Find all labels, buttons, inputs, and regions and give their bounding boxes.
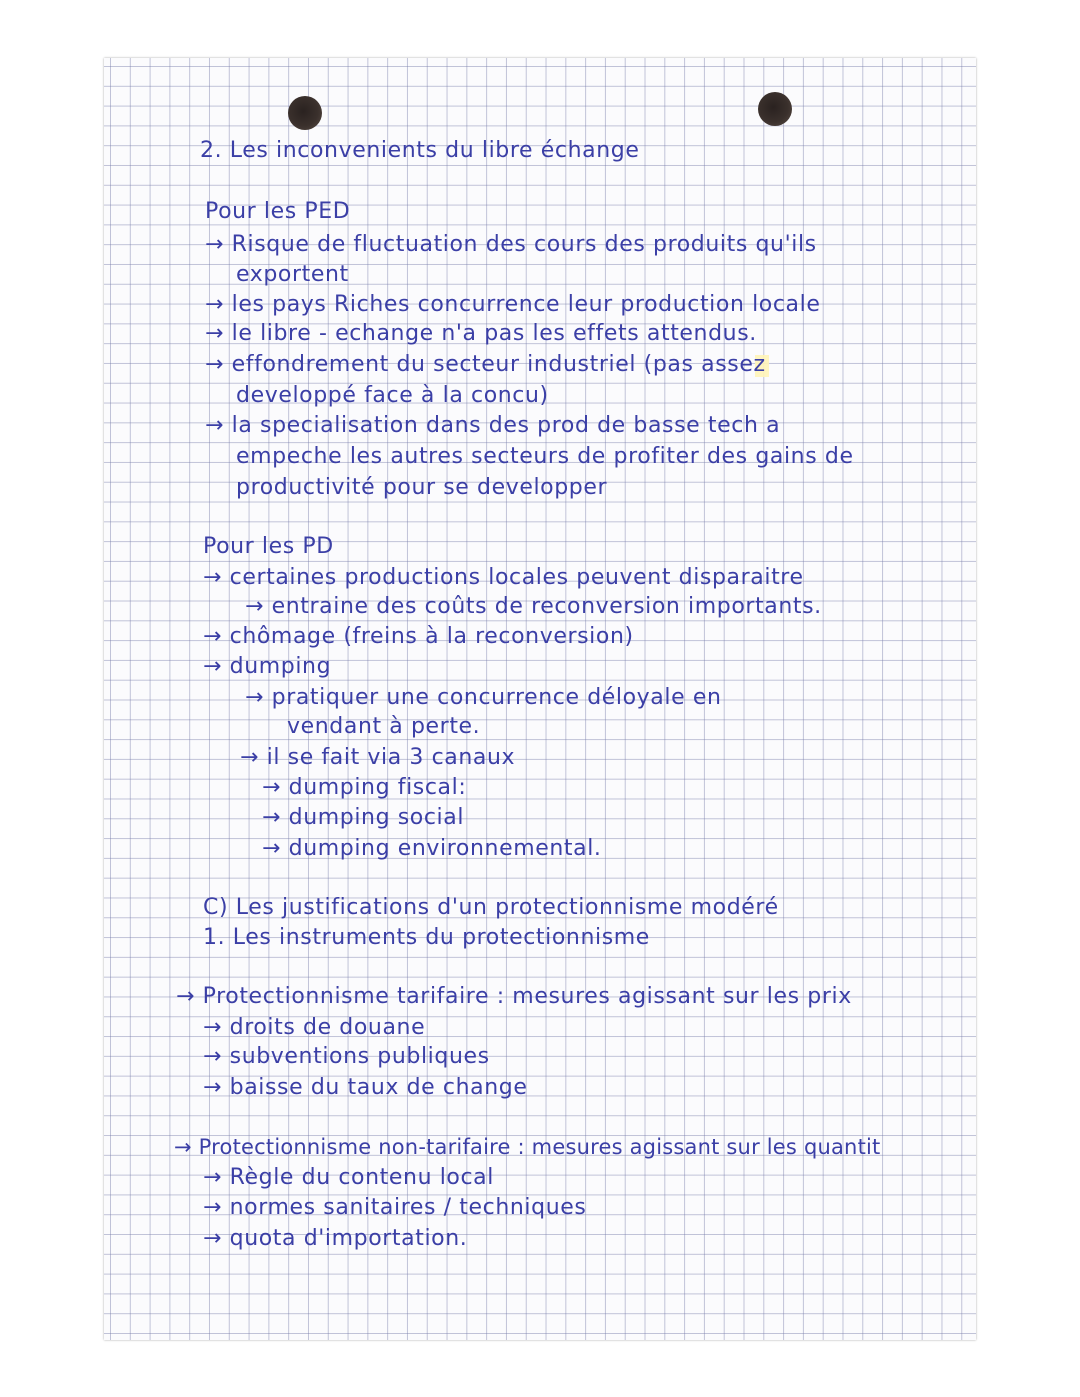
pd-item: → entraine des coûts de reconversion importants. [245, 594, 822, 619]
pd-item: → dumping social [262, 805, 465, 830]
pd-item: → dumping fiscal: [262, 775, 467, 800]
ped-item: → les pays Riches concurrence leur production locale [205, 292, 821, 317]
pd-item: → certaines productions locales peuvent disparaitre [203, 565, 804, 590]
section-c-subtitle: 1. Les instruments du protectionnisme [203, 925, 650, 950]
ped-item: → effondrement du secteur industriel (pas assez [205, 352, 766, 377]
non-tarifaire-item: → Règle du contenu local [203, 1165, 494, 1190]
non-tarifaire-item: → quota d'importation. [203, 1226, 468, 1251]
punch-hole-right [758, 92, 792, 126]
section-title: 2. Les inconvenients du libre échange [200, 138, 640, 163]
pd-item: → dumping [203, 654, 332, 679]
ped-item: → Risque de fluctuation des cours des produits qu'ils [205, 232, 817, 257]
ped-item: productivité pour se developper [236, 475, 608, 500]
tarifaire-item: → subventions publiques [203, 1044, 490, 1069]
tarifaire-item: → droits de douane [203, 1015, 426, 1040]
pd-item: → dumping environnemental. [262, 836, 602, 861]
pd-item: → chômage (freins à la reconversion) [203, 624, 634, 649]
pd-item: → il se fait via 3 canaux [240, 745, 516, 770]
punch-hole-left [288, 96, 322, 130]
ped-item: exportent [236, 262, 349, 287]
ped-item: → le libre - echange n'a pas les effets attendus. [205, 321, 757, 346]
tarifaire-heading: → Protectionnisme tarifaire : mesures agissant sur les prix [176, 984, 852, 1009]
section-c-title: C) Les justifications d'un protectionnisme modéré [203, 895, 779, 920]
ped-item: → la specialisation dans des prod de basse tech a [205, 413, 781, 438]
ped-heading: Pour les PED [205, 199, 351, 224]
non-tarifaire-heading: → Protectionnisme non-tarifaire : mesures agissant sur les quantit [174, 1135, 881, 1159]
ped-item: empeche les autres secteurs de profiter des gains de [236, 444, 854, 469]
tarifaire-item: → baisse du taux de change [203, 1075, 528, 1100]
ped-item: developpé face à la concu) [236, 383, 549, 408]
non-tarifaire-item: → normes sanitaires / techniques [203, 1195, 587, 1220]
pd-item: → pratiquer une concurrence déloyale en [245, 685, 722, 710]
pd-item: vendant à perte. [287, 714, 481, 739]
pd-heading: Pour les PD [203, 534, 334, 559]
